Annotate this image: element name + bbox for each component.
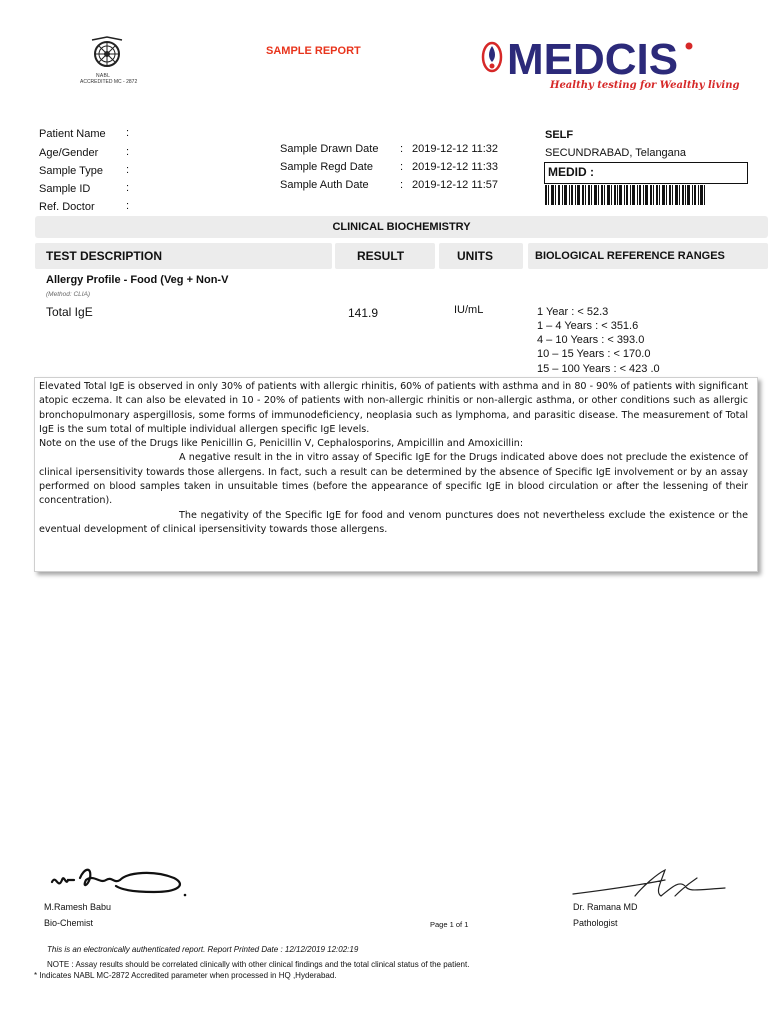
sample-type-label: Sample Type <box>39 165 104 177</box>
biochemist-role: Bio-Chemist <box>44 918 94 928</box>
ref-doctor-label: Ref. Doctor <box>39 201 95 213</box>
reference-range-5: 15 – 100 Years : < 423 .0 <box>537 363 660 375</box>
column-header-reference-ranges: BIOLOGICAL REFERENCE RANGES <box>535 250 725 262</box>
patient-name-label: Patient Name <box>39 128 106 140</box>
biochemist-signature-icon <box>44 860 194 902</box>
sample-id-colon: : <box>126 182 130 194</box>
sample-drawn-colon: : <box>400 143 404 155</box>
reference-range-3: 4 – 10 Years : < 393.0 <box>537 334 645 346</box>
sample-auth-colon: : <box>400 179 404 191</box>
interpretation-paragraph-4: The negativity of the Specific IgE for food and venom punctures does not nevertheless exclude the existence or the eventual development of clinical ipersensitivity towards those allergens. <box>39 509 748 535</box>
test-units: IU/mL <box>454 304 484 316</box>
report-title: SAMPLE REPORT <box>266 45 361 57</box>
interpretation-text <box>39 380 748 537</box>
client-name: SELF <box>545 129 574 141</box>
biochemist-name: M.Ramesh Babu <box>44 902 112 912</box>
sample-regd-date: 2019-12-12 11:33 <box>412 161 499 173</box>
page-number: Page 1 of 1 <box>430 920 469 929</box>
sample-regd-label: Sample Regd Date <box>280 161 373 173</box>
section-title: CLINICAL BIOCHEMISTRY <box>332 221 471 233</box>
ref-doctor-colon: : <box>126 200 130 212</box>
interpretation-paragraph-1: Elevated Total IgE is observed in only 30% of patients with allergic rhinitis, 60% of patients with asthma and in 80 - 90% of patients with significant atopic eczema. It can also be elevated in 10 - 20% of patients with non-allergic rhinitis or non-allergic asthma, or other conditions such as allergic bronchopulmonary aspergillosis, some forms of immunodeficiency, neoplasia such as lymphoma, and parasitic disease. The measurement of Total IgE is the sum total of multiple individual allergen specific IgE levels. <box>39 381 748 435</box>
test-method: (Method: CLIA) <box>46 291 91 298</box>
age-gender-label: Age/Gender <box>39 147 99 159</box>
column-header-test-description: TEST DESCRIPTION <box>46 249 163 263</box>
test-result: 141.9 <box>348 306 379 320</box>
pathologist-role: Pathologist <box>573 918 618 928</box>
medcis-wordmark: MEDCIS <box>507 35 679 84</box>
sample-type-colon: : <box>126 164 130 176</box>
sample-auth-label: Sample Auth Date <box>280 179 369 191</box>
column-header-units: UNITS <box>457 249 493 263</box>
medid-label: MEDID : <box>548 165 594 179</box>
patient-name-colon: : <box>126 127 130 139</box>
medcis-emblem-icon <box>483 43 501 71</box>
profile-name: Allergy Profile - Food (Veg + Non-V <box>46 274 229 286</box>
age-gender-colon: : <box>126 146 130 158</box>
column-header-result: RESULT <box>357 249 405 263</box>
sample-regd-colon: : <box>400 161 404 173</box>
nabl-accreditation-code: ACCREDITED MC - 2872 <box>80 79 138 85</box>
sample-drawn-label: Sample Drawn Date <box>280 143 379 155</box>
pathologist-name: Dr. Ramana MD <box>573 902 638 912</box>
interpretation-paragraph-3: A negative result in the in vitro assay of Specific IgE for the Drugs indicated above does not preclude the existence of clinical ipersensitivity towards those allergens. In fact, such a result can be determined by the absence of Specific IgE involvement or by an assay performed on blood samples taken in unsuitable times (before the appearance of specific IgE in blood circulation or after the lessening of their concentration). <box>39 452 748 507</box>
brand-tagline: Healthy testing for Wealthy living <box>550 80 740 91</box>
reference-range-4: 10 – 15 Years : < 170.0 <box>537 348 651 360</box>
sample-auth-date: 2019-12-12 11:57 <box>412 179 499 191</box>
nabl-footnote: * Indicates NABL MC-2872 Accredited parameter when processed in HQ ,Hyderabad. <box>34 971 337 980</box>
reference-range-2: 1 – 4 Years : < 351.6 <box>537 320 639 332</box>
pathologist-signature-icon <box>565 866 730 902</box>
interpretation-paragraph-2: Note on the use of the Drugs like Penicillin G, Penicillin V, Cephalosporins, Ampicillin and Amoxicillin: <box>39 438 524 450</box>
reference-range-1: 1 Year : < 52.3 <box>537 306 609 318</box>
nabl-label: NABL <box>96 73 111 79</box>
client-city: SECUNDRABAD, Telangana <box>545 147 687 159</box>
clinical-correlation-note: NOTE : Assay results should be correlated clinically with other clinical findings and the total clinical status of the patient. <box>47 960 470 969</box>
test-name: Total IgE <box>46 305 93 319</box>
sample-drawn-date: 2019-12-12 11:32 <box>412 143 499 155</box>
barcode-icon <box>545 185 705 205</box>
sample-id-label: Sample ID <box>39 183 91 195</box>
authentication-note: This is an electronically authenticated report. Report Printed Date : 12/12/2019 12:02:19 <box>47 945 359 954</box>
